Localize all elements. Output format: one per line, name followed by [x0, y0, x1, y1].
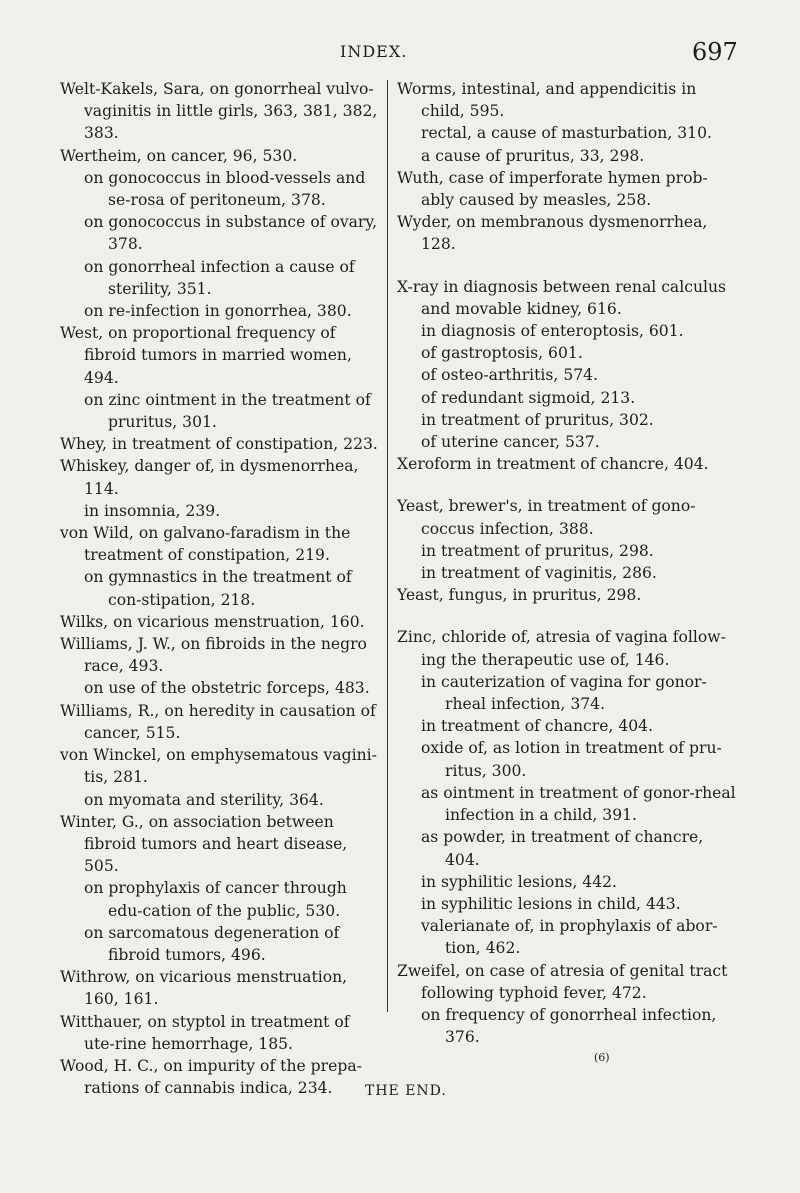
letter-section-gap [397, 475, 737, 495]
index-entry: Wuth, case of imperforate hymen prob-ably caused by measles, 258. [397, 168, 708, 210]
letter-section-gap [397, 606, 737, 626]
index-entry: Winter, G., on association between fibroid tumors and heart disease, 505. [60, 812, 348, 876]
index-column-left [60, 78, 380, 1099]
column-divider [387, 80, 388, 1012]
index-subentry: as powder, in treatment of chancre, 404. [421, 828, 704, 869]
index-entry: Williams, R., on heredity in causation of cancer, 515. [60, 701, 376, 742]
index-entry: West, on proportional frequency of fibroid tumors in married women, 494. [60, 324, 352, 387]
index-subentry: oxide of, as lotion in treatment of pru-ritus, 300. [421, 739, 722, 780]
index-subentry: in cauterization of vagina for gonor-rheal infection, 374. [421, 672, 707, 714]
page-header [0, 38, 800, 70]
index-subentry: on gymnastics in the treatment of con-stipation, 218. [84, 568, 352, 609]
index-subentry: of osteo-arthritis, 574. [421, 366, 599, 385]
index-entry: Yeast, fungus, in pruritus, 298. [397, 586, 642, 605]
index-entry: Welt-Kakels, Sara, on gonorrheal vulvo-vaginitis in little girls, 363, 381, 382, 383. [60, 80, 378, 143]
index-subentry: in treatment of pruritus, 302. [421, 410, 654, 429]
index-entry: Worms, intestinal, and appendicitis in child, 595. [397, 80, 697, 121]
index-subentry: on frequency of gonorrheal infection, 376. [421, 1005, 717, 1047]
index-entry: Wilks, on vicarious menstruation, 160. [60, 612, 365, 631]
index-subentry: in treatment of pruritus, 298. [421, 541, 654, 560]
index-subentry: in treatment of chancre, 404. [421, 717, 654, 736]
index-entry: Zinc, chloride of, atresia of vagina follow-ing the therapeutic use of, 146. [397, 628, 726, 669]
index-subentry: valerianate of, in prophylaxis of abor-tion, 462. [421, 917, 718, 958]
index-subentry: on gonorrheal infection a cause of sterility, 351. [84, 257, 355, 298]
index-subentry: in diagnosis of enteroptosis, 601. [421, 322, 684, 341]
index-subentry: on re-infection in gonorrhea, 380. [84, 302, 352, 321]
index-subentry: in syphilitic lesions in child, 443. [421, 894, 681, 913]
index-subentry: as ointment in treatment of gonor-rheal infection in a child, 391. [421, 783, 736, 825]
page-number: 697 [692, 38, 738, 66]
index-entry: Whiskey, danger of, in dysmenorrhea, 114. [60, 457, 359, 498]
index-subentry: of redundant sigmoid, 213. [421, 388, 636, 407]
index-entry: Xeroform in treatment of chancre, 404. [397, 455, 709, 474]
index-entry: Yeast, brewer's, in treatment of gono-coccus infection, 388. [397, 497, 696, 538]
index-subentry: in treatment of vaginitis, 286. [421, 564, 657, 583]
index-entry: Wood, H. C., on impurity of the prepa-rations of cannabis indica, 234. [60, 1056, 362, 1098]
index-entry: von Wild, on galvano-faradism in the treatment of constipation, 219. [60, 524, 351, 565]
index-column-right [397, 78, 737, 1048]
index-entry: Withrow, on vicarious menstruation, 160, 161. [60, 968, 348, 1009]
index-subentry: of uterine cancer, 537. [421, 433, 600, 452]
index-entry: Williams, J. W., on fibroids in the negro race, 493. [60, 635, 367, 676]
index-entry: von Winckel, on emphysematous vagini-tis, 281. [60, 746, 377, 787]
letter-section-gap [397, 256, 737, 276]
index-subentry: of gastroptosis, 601. [421, 344, 583, 363]
index-entry: X-ray in diagnosis between renal calculus and movable kidney, 616. [397, 277, 727, 318]
the-end-text: THE END. [365, 1083, 447, 1099]
index-subentry: a cause of pruritus, 33, 298. [421, 146, 645, 165]
signature-mark: (6) [594, 1051, 610, 1064]
index-subentry: on myomata and sterility, 364. [84, 790, 324, 809]
index-subentry: on gonococcus in substance of ovary, 378. [84, 213, 378, 254]
index-entry: Wyder, on membranous dysmenorrhea, 128. [397, 213, 708, 254]
index-subentry: rectal, a cause of masturbation, 310. [421, 124, 712, 143]
index-entry: Zweifel, on case of atresia of genital tract following typhoid fever, 472. [397, 961, 728, 1002]
index-entry: Witthauer, on styptol in treatment of ute-rine hemorrhage, 185. [60, 1012, 350, 1053]
running-title: INDEX. [340, 42, 408, 61]
index-subentry: on use of the obstetric forceps, 483. [84, 679, 370, 698]
index-subentry: on sarcomatous degeneration of fibroid tumors, 496. [84, 923, 340, 964]
index-entry: Wertheim, on cancer, 96, 530. [60, 146, 298, 165]
index-subentry: in syphilitic lesions, 442. [421, 872, 618, 891]
index-subentry: on zinc ointment in the treatment of pruritus, 301. [84, 390, 371, 432]
index-subentry: on gonococcus in blood-vessels and se-rosa of peritoneum, 378. [84, 168, 366, 210]
index-entry: Whey, in treatment of constipation, 223. [60, 435, 378, 454]
index-subentry: on prophylaxis of cancer through edu-cation of the public, 530. [84, 879, 347, 920]
index-subentry: in insomnia, 239. [84, 501, 221, 520]
